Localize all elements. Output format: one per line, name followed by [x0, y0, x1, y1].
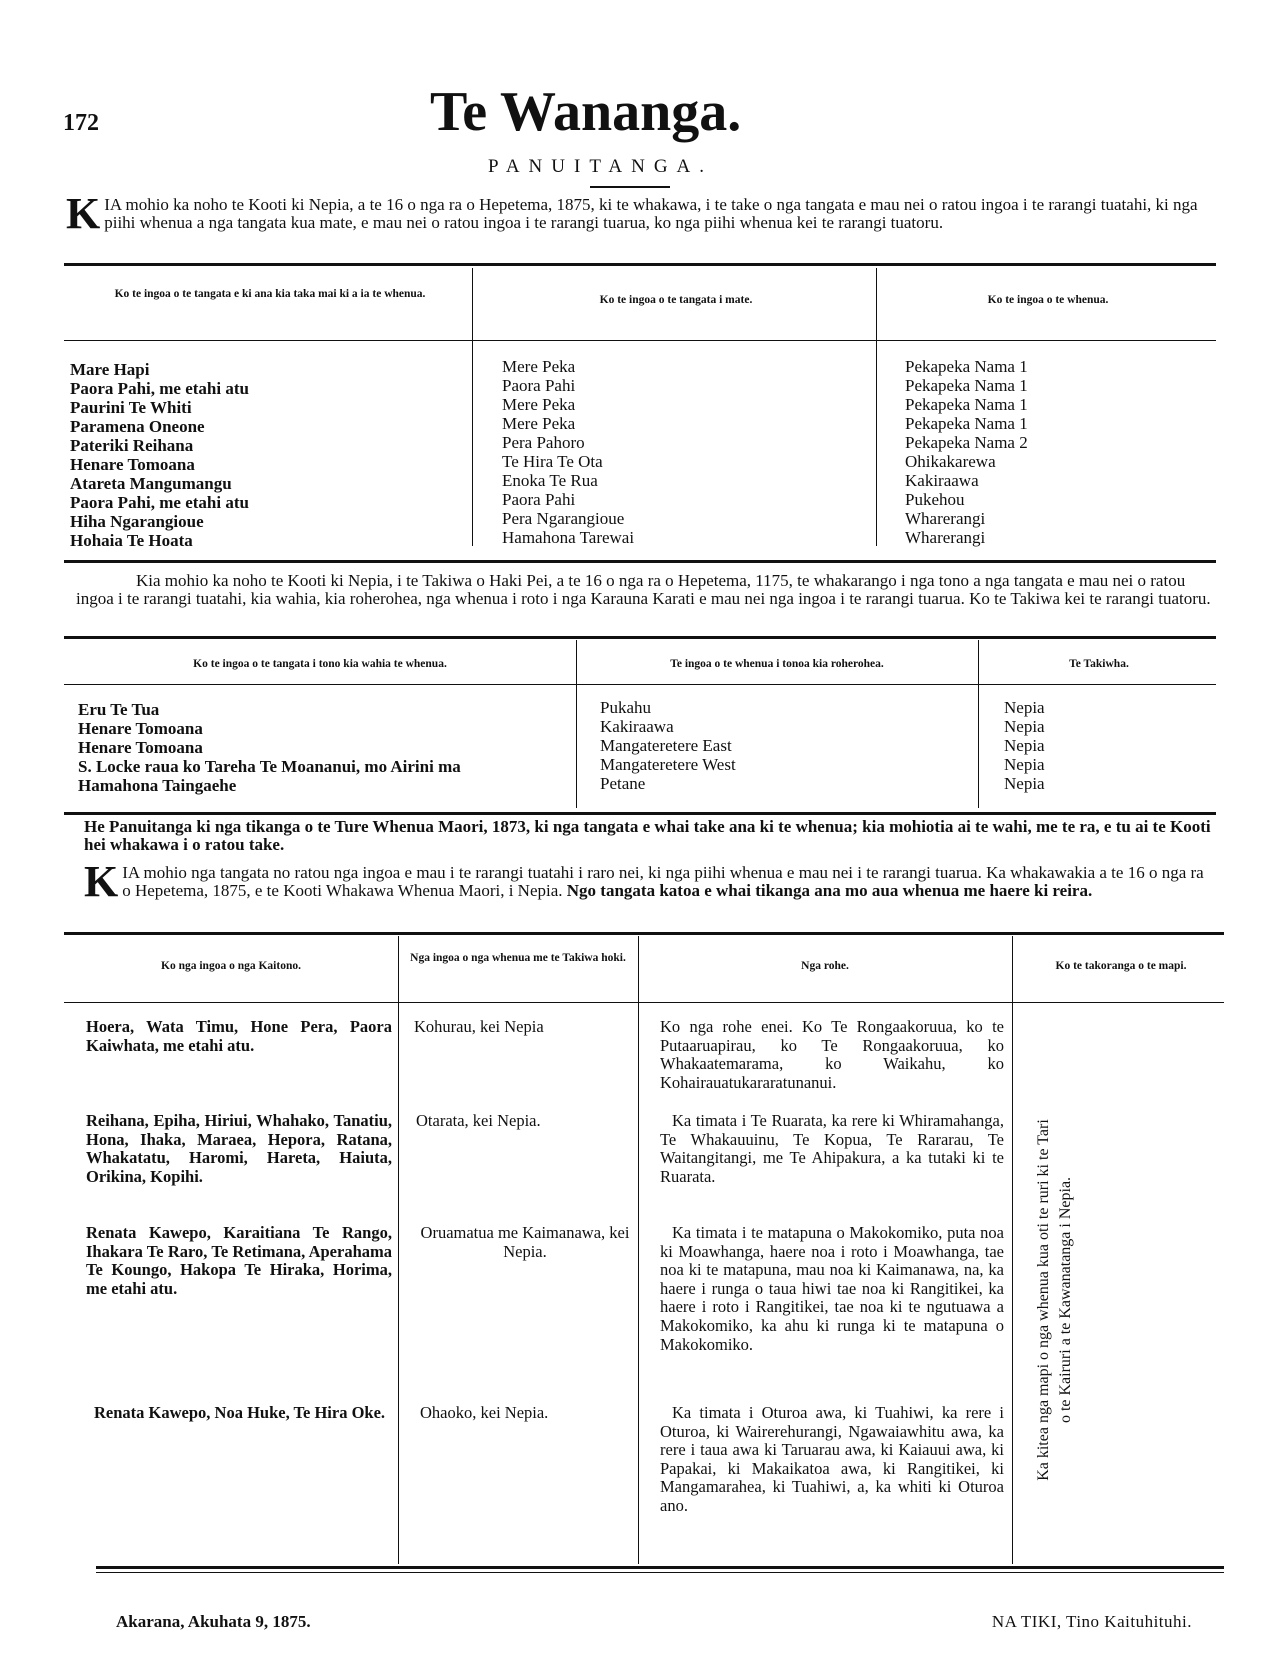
notice-1	[66, 189, 1216, 238]
list-item: Pekapeka Nama 1	[905, 395, 1028, 414]
map-note-line-2: o te Kairuri a te Kawanatanga i Nepia.	[1057, 1176, 1074, 1424]
list-item: Mere Peka	[502, 395, 576, 414]
list-item: Te Hira Te Ota	[502, 452, 603, 471]
list-item: S. Locke raua ko Tareha Te Moananui, mo Airini ma	[78, 757, 461, 776]
list-item: Mangateretere West	[600, 755, 736, 774]
table-1-top-rule	[64, 263, 1216, 266]
notice-3-heading-text: He Panuitanga ki nga tikanga o te Ture Whenua Maori, 1873, ki nga tangata e whai take ana ki te whenua; kia mohiotia ai te wahi, me te ra, e tu ai te Kooti hei whakawa i o ratou take.	[84, 817, 1211, 854]
notice-2	[76, 572, 1216, 608]
table-2-divider	[576, 640, 577, 808]
list-item: Paramena Oneone	[70, 417, 205, 436]
list-item: Pukehou	[905, 490, 965, 509]
table-2-header-applicant: Ko te ingoa o te tangata i tono kia wahia te whenua.	[193, 658, 447, 670]
table-row-land: Otarata, kei Nepia.	[416, 1111, 541, 1130]
list-item: Pukahu	[600, 698, 651, 717]
notice-3-bold-tail: Ngo tangata katoa e whai tikanga ana mo aua whenua me haere ki reira.	[566, 881, 1093, 900]
table-2-applicant-list	[78, 700, 461, 795]
table-row-claimants: Hoera, Wata Timu, Hone Pera, Paora Kaiwhata, me etahi atu.	[86, 1017, 392, 1055]
list-item: Hohaia Te Hoata	[70, 531, 193, 550]
list-item: Kakiraawa	[600, 717, 674, 736]
table-row-boundaries: Ka timata i Te Ruarata, ka rere ki Whiramahanga, Te Whakauuinu, Te Kopua, Te Rararau, Te Waitangitangi, me Te Ahipakura, a ka tutaki ki te Ruarata.	[660, 1111, 1004, 1186]
table-row-boundaries: Ka timata i te matapuna o Makokomiko, puta noa ki Moawhanga, haere noa i roto i Moawhanga, tae noa ki te matapuna, mau noa ki Kaimanawa, na, ka haere i runga o taua hiwi tae noa ki Rangitikei, ka haere i roto i Rangitikei, tae noa ki te ngutuawa a Makokomiko, ka ahu ki runga ki te matapuna o Makokomiko.	[660, 1223, 1004, 1354]
page-number: 172	[63, 110, 99, 136]
list-item: Eru Te Tua	[78, 700, 160, 719]
list-item: Paora Pahi, me etahi atu	[70, 493, 249, 512]
list-item: Enoka Te Rua	[502, 471, 598, 490]
table-1-header-claimant: Ko te ingoa o te tangata e ki ana kia taka mai ki a ia te whenua.	[114, 288, 426, 300]
notice-3-heading	[84, 818, 1216, 854]
list-item: Paora Pahi, me etahi atu	[70, 379, 249, 398]
table-row-boundaries: Ka timata i Oturoa awa, ki Tuahiwi, ka rere i Oturoa, ki Wairerehurangi, Ngawaiawhitu awa, ka rere i taua awa ki Taruarau awa, ki Kaiauui awa, ki Papakai, ki Makaikatoa awa, ki Rangitikei, ki Mangamarahea, ki Tuahiwi, a, ka whiti ki Oturoa ano.	[660, 1403, 1004, 1515]
table-3-header-map: Ko te takoranga o te mapi.	[1055, 960, 1187, 972]
table-3-bottom-rule-inner	[96, 1572, 1224, 1573]
list-item: Henare Tomoana	[78, 719, 203, 738]
table-3-bottom-rule	[96, 1566, 1224, 1569]
list-item: Nepia	[1004, 717, 1045, 736]
footer-place-date: Akarana, Akuhata 9, 1875.	[116, 1612, 311, 1631]
table-2-divider	[978, 640, 979, 808]
list-item: Nepia	[1004, 698, 1045, 717]
list-item: Wharerangi	[905, 509, 986, 528]
list-item: Mangateretere East	[600, 736, 732, 755]
table-1-bottom-rule	[64, 560, 1216, 563]
list-item: Wharerangi	[905, 528, 986, 547]
section-heading-rule	[590, 186, 670, 188]
table-3-divider	[1012, 936, 1013, 1564]
table-row-claimants: Reihana, Epiha, Hiriui, Whahako, Tanatiu, Hona, Ihaka, Maraea, Hepora, Ratana, Whakatatu, Haromi, Hareta, Haiuta, Orikina, Kopihi.	[86, 1111, 392, 1186]
table-1-header-rule	[64, 340, 1216, 341]
table-2-bottom-rule	[64, 812, 1216, 815]
list-item: Paora Pahi	[502, 376, 576, 395]
list-item: Nepia	[1004, 736, 1045, 755]
notice-1-dropcap: K	[66, 189, 101, 238]
table-3-header-claimants: Ko nga ingoa o nga Kaitono.	[161, 960, 301, 972]
list-item: Nepia	[1004, 755, 1045, 774]
notice-2-text: Kia mohio ka noho te Kooti ki Nepia, i te Takiwa o Haki Pei, a te 16 o nga ra o Hepetema, 1175, te whakarango i nga tono a nga tangata e mau nei o ratou ingoa i te rarangi tuatahi, kia wahia, kia roherohea, nga whenua i roto i nga Karauna Karati e mau nei nga ingoa i te rarangi tuarua. Ko te Takiwa kei te rarangi tuatoru.	[76, 571, 1211, 608]
table-row-land: Ohaoko, kei Nepia.	[420, 1403, 549, 1422]
notice-3-text: IA mohio nga tangata no ratou nga ingoa e mau i te rarangi tuatahi i raro nei, ki nga piihi whenua e mau nei i te rarangi tuarua. Ka whakawakia a te 16 o nga ra o Hepetema, 1875, e te Kooti Whakawa Whenua Maori, i Nepia.	[122, 863, 1204, 900]
table-1-claimant-list	[70, 360, 249, 550]
list-item: Paurini Te Whiti	[70, 398, 192, 417]
table-2-top-rule	[64, 636, 1216, 639]
map-note	[1033, 1119, 1077, 1481]
list-item: Pekapeka Nama 1	[905, 357, 1028, 376]
table-1-header-land: Ko te ingoa o te whenua.	[987, 294, 1109, 306]
list-item: Pera Ngarangioue	[502, 509, 625, 528]
list-item: Pekapeka Nama 1	[905, 376, 1028, 395]
list-item: Ohikakarewa	[905, 452, 996, 471]
list-item: Pekapeka Nama 1	[905, 414, 1028, 433]
list-item: Hamahona Taingaehe	[78, 776, 237, 795]
table-3-header-rule	[64, 1002, 1224, 1003]
table-2-header-land: Te ingoa o te whenua i tonoa kia roherohea.	[670, 658, 884, 670]
section-heading: PANUITANGA.	[488, 156, 714, 177]
table-3-top-rule	[64, 932, 1224, 935]
table-1-header-deceased: Ko te ingoa o te tangata i mate.	[599, 294, 753, 306]
map-note-line-1: Ka kitea nga mapi o nga whenua kua oti te ruri ki te Tari	[1035, 1119, 1052, 1481]
list-item: Pera Pahoro	[502, 433, 585, 452]
list-item: Mere Peka	[502, 414, 576, 433]
list-item: Pekapeka Nama 2	[905, 433, 1028, 452]
masthead-title: Te Wananga.	[430, 81, 742, 143]
table-2-header-district: Te Takiwha.	[1069, 658, 1129, 670]
list-item: Henare Tomoana	[70, 455, 195, 474]
table-row-claimants: Renata Kawepo, Karaitiana Te Rango, Ihakara Te Raro, Te Retimana, Aperahama Te Koungo, Hakopa Te Hiraka, Horima, me etahi atu.	[86, 1223, 392, 1298]
table-row-boundaries: Ko nga rohe enei. Ko Te Rongaakoruua, ko te Putaaruapirau, ko Te Rongaakoruua, ko Whakaatemarama, ko Waikahu, ko Kohairauatukararatunanui.	[660, 1017, 1004, 1092]
list-item: Hiha Ngarangioue	[70, 512, 204, 531]
table-3-divider	[398, 936, 399, 1564]
table-1-divider	[876, 268, 877, 546]
table-1-deceased-list	[502, 357, 634, 547]
list-item: Mere Peka	[502, 357, 576, 376]
table-2-land-list	[600, 698, 736, 793]
list-item: Atareta Mangumangu	[70, 474, 232, 493]
list-item: Mare Hapi	[70, 360, 150, 379]
table-2-district-list	[1004, 698, 1045, 793]
list-item: Petane	[600, 774, 646, 793]
table-3-header-land: Nga ingoa o nga whenua me te Takiwa hoki.	[410, 952, 626, 964]
notice-1-text: IA mohio ka noho te Kooti ki Nepia, a te 16 o nga ra o Hepetema, 1875, ki te whakawa, i te take o nga tangata e mau nei o ratou ingoa i te rarangi tuatahi, ki nga piihi whenua a nga tangata kua mate, e mau nei o ratou ingoa i te rarangi tuarua, ko nga piihi whenua kei te rarangi tuatoru.	[104, 195, 1198, 232]
list-item: Nepia	[1004, 774, 1045, 793]
table-row-land: Oruamatua me Kaimanawa, kei Nepia.	[420, 1223, 630, 1261]
list-item: Hamahona Tarewai	[502, 528, 635, 547]
table-1-divider	[472, 268, 473, 546]
table-row-claimants: Renata Kawepo, Noa Huke, Te Hira Oke.	[94, 1403, 386, 1422]
list-item: Henare Tomoana	[78, 738, 203, 757]
list-item: Kakiraawa	[905, 471, 979, 490]
list-item: Paora Pahi	[502, 490, 576, 509]
notice-3	[84, 857, 1216, 906]
table-3-header-boundaries: Nga rohe.	[801, 960, 849, 972]
notice-3-dropcap: K	[84, 857, 119, 906]
table-3-divider	[638, 936, 639, 1564]
table-2-header-rule	[64, 684, 1216, 685]
footer-signature: NA TIKI, Tino Kaituhituhi.	[991, 1612, 1192, 1631]
list-item: Pateriki Reihana	[70, 436, 194, 455]
table-row-land: Kohurau, kei Nepia	[414, 1017, 544, 1036]
table-1-land-list	[905, 357, 1028, 547]
